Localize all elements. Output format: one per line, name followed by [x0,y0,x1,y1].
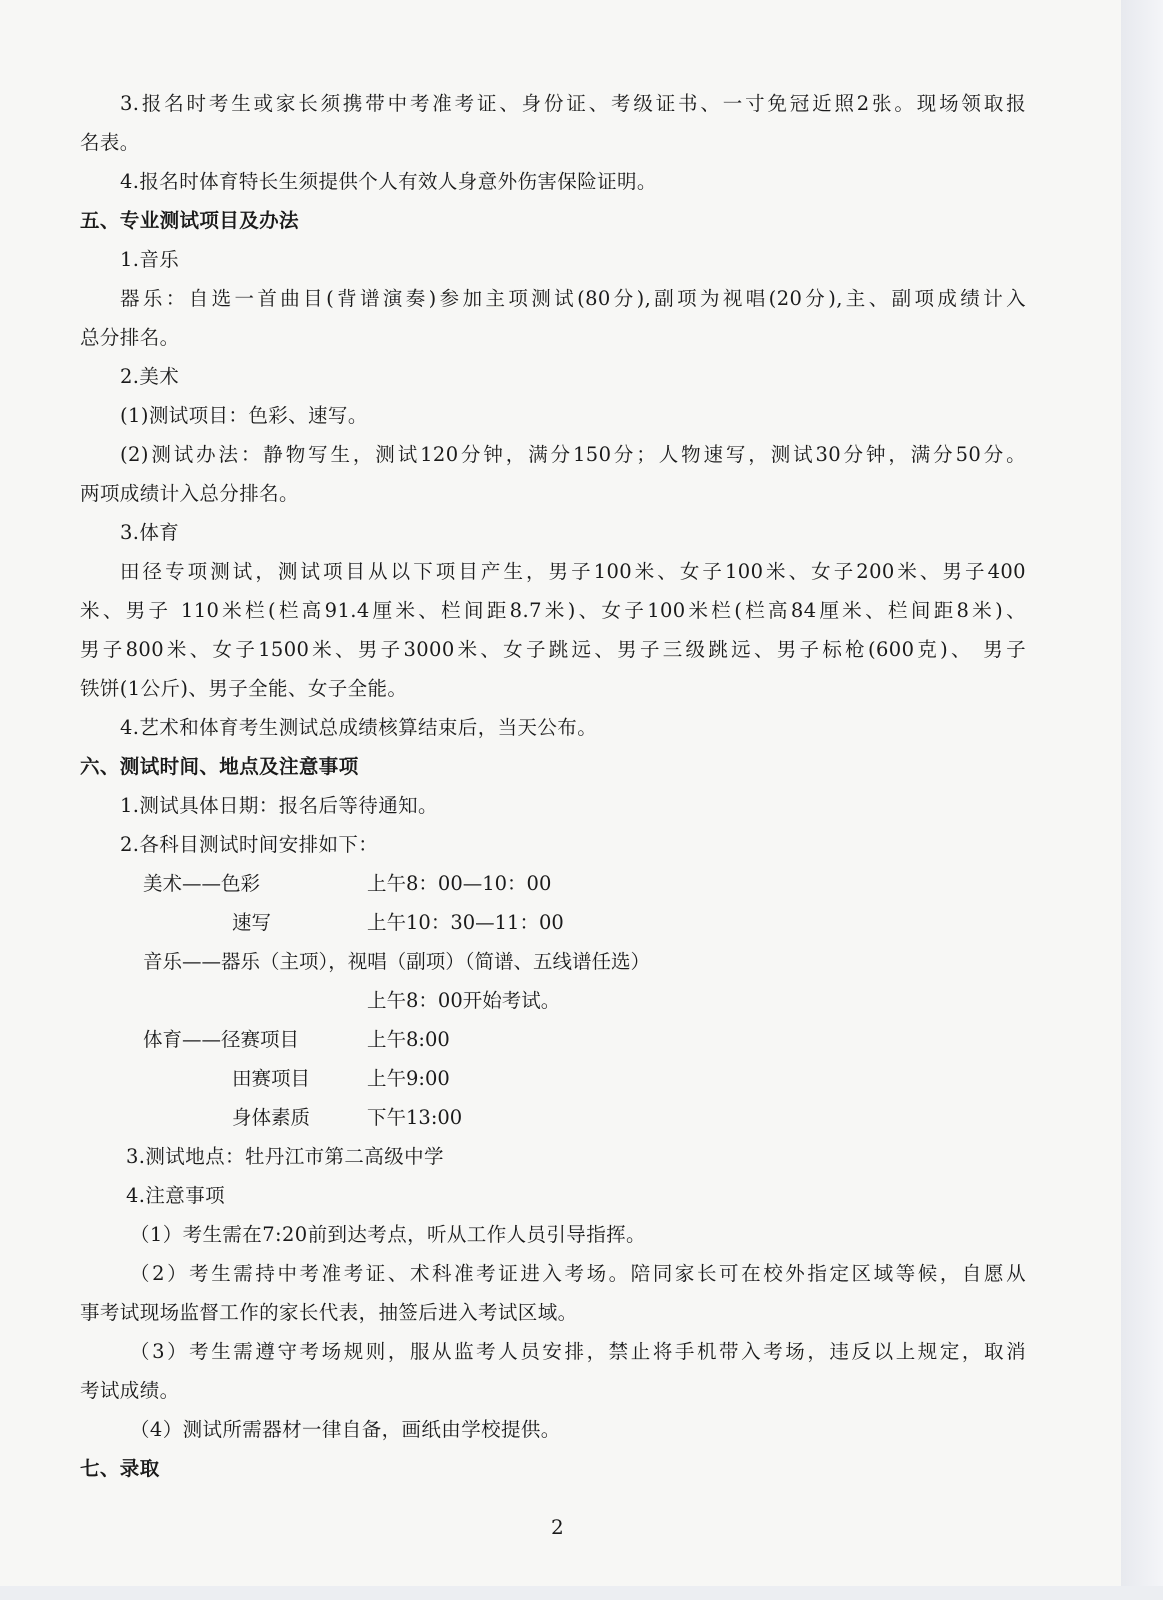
paragraph-line: 4.注意事项 [126,1184,226,1207]
section-heading: 五、专业测试项目及办法 [80,209,299,232]
paragraph-line: 田径专项测试，测试项目从以下项目产生，男子100米、女子100米、女子200米、男子400 [120,560,1026,583]
paragraph-line: (2)测试办法：静物写生，测试120分钟，满分150分；人物速写，测试30分钟，满分50分。 [120,443,1026,466]
schedule-subject: 速写 [232,911,272,934]
schedule-time: 上午9:00 [367,1067,450,1090]
paragraph-line: 1.测试具体日期：报名后等待通知。 [120,794,438,817]
paragraph-line: （2）考生需持中考准考证、术科准考证进入考场。陪同家长可在校外指定区域等候，自愿从 [130,1262,1026,1285]
paragraph-line: （3）考生需遵守考场规则，服从监考人员安排，禁止将手机带入考场，违反以上规定，取消 [130,1340,1026,1363]
paragraph-line: 米、男子 110米栏(栏高91.4厘米、栏间距8.7米)、女子100米栏(栏高84厘米、栏间距8米)、 [80,599,1026,622]
page-number: 2 [551,1515,564,1539]
paragraph-line: 铁饼(1公斤)、男子全能、女子全能。 [80,677,408,700]
schedule-subject: 音乐——器乐（主项），视唱（副项）（简谱、五线谱任选） [143,950,651,973]
schedule-subject: 美术——色彩 [143,872,261,895]
schedule-time: 上午8：00—10：00 [367,872,552,895]
paragraph-line: 男子800米、女子1500米、男子3000米、女子跳远、男子三级跳远、男子标枪(600克)、 男子 [80,638,1026,661]
paragraph-line: 考试成绩。 [80,1379,180,1402]
paragraph-line: 3.报名时考生或家长须携带中考准考证、身份证、考级证书、一寸免冠近照2张。现场领取报 [120,92,1026,115]
schedule-subject: 身体素质 [232,1106,311,1129]
paragraph-line: 名表。 [80,131,140,154]
paragraph-line: (1)测试项目：色彩、速写。 [120,404,368,427]
schedule-subject: 体育——径赛项目 [143,1028,300,1051]
paragraph-line: 4.报名时体育特长生须提供个人有效人身意外伤害保险证明。 [120,170,657,193]
schedule-time: 下午13:00 [367,1106,463,1129]
subsection-heading: 1.音乐 [120,248,180,271]
subsection-heading: 3.体育 [120,521,180,544]
subsection-heading: 2.美术 [120,365,180,388]
paragraph-line: （1）考生需在7:20前到达考点，听从工作人员引导指挥。 [130,1223,646,1246]
paragraph-line: 总分排名。 [80,326,180,349]
schedule-time: 上午8：00开始考试。 [367,989,561,1012]
paragraph-line: 4.艺术和体育考生测试总成绩核算结束后，当天公布。 [120,716,598,739]
section-heading: 七、录取 [80,1457,160,1480]
schedule-subject: 田赛项目 [232,1067,311,1090]
section-heading: 六、测试时间、地点及注意事项 [80,755,359,778]
scan-edge-bottom [0,1586,1163,1600]
paragraph-line: 2.各科目测试时间安排如下： [120,833,379,856]
paragraph-line: 两项成绩计入总分排名。 [80,482,299,505]
paragraph-line: 3.测试地点：牡丹江市第二高级中学 [126,1145,444,1168]
scan-edge [1121,0,1163,1600]
schedule-time: 上午10：30—11：00 [367,911,564,934]
paragraph-line: （4）测试所需器材一律自备，画纸由学校提供。 [130,1418,561,1441]
paragraph-line: 器乐：自选一首曲目(背谱演奏)参加主项测试(80分),副项为视唱(20分),主、副项成绩计入 [120,287,1026,310]
paragraph-line: 事考试现场监督工作的家长代表，抽签后进入考试区域。 [80,1301,578,1324]
schedule-time: 上午8:00 [367,1028,450,1051]
